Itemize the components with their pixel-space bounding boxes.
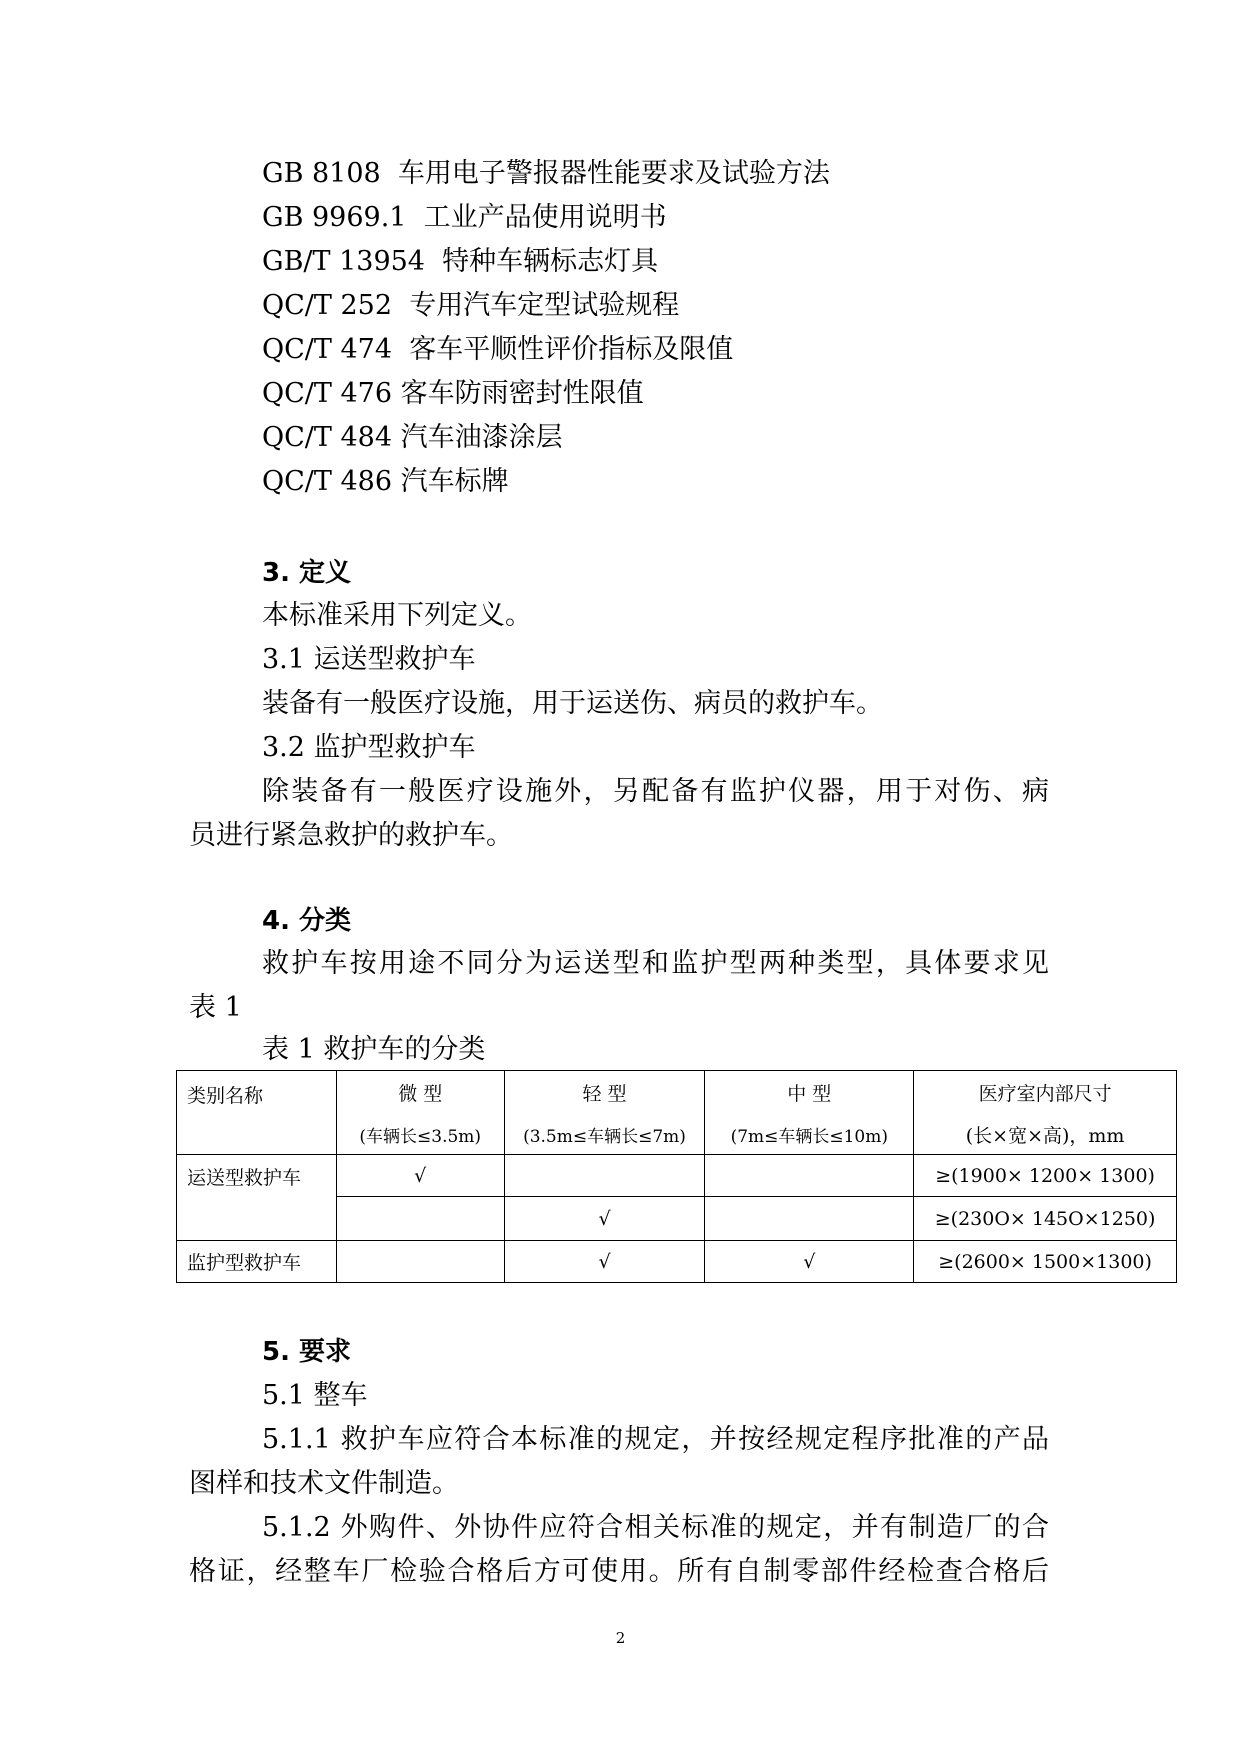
header-light-range: (3.5m≤车辆长≤7m) xyxy=(504,1115,705,1155)
check-cell xyxy=(504,1155,705,1197)
header-light: 轻 型 xyxy=(504,1071,705,1115)
size-cell: ≥(230O× 145O×1250) xyxy=(914,1197,1177,1241)
paragraph-line xyxy=(262,1423,1049,1457)
paragraph-line xyxy=(189,1555,1049,1589)
header-medium: 中 型 xyxy=(705,1071,914,1115)
reference-code: QC/T 474 xyxy=(262,334,393,365)
reference-item xyxy=(262,465,509,499)
reference-code: QC/T 476 xyxy=(262,378,393,409)
header-category: 类别名称 xyxy=(177,1071,337,1155)
reference-title: 客车平顺性评价指标及限值 xyxy=(409,334,734,365)
reference-code: GB/T 13954 xyxy=(262,246,425,277)
paragraph-text: 救护车按用途不同分为运送型和监护型两种类型，具体要求见 xyxy=(262,948,1049,979)
header-size-unit: (长×宽×高)，mm xyxy=(914,1115,1177,1155)
row-category-name: 运送型救护车 xyxy=(177,1155,337,1241)
header-size: 医疗室内部尺寸 xyxy=(914,1071,1177,1115)
section-heading: 5. 要求 xyxy=(262,1337,352,1367)
check-cell: √ xyxy=(504,1197,705,1241)
paragraph-line: 表 1 xyxy=(189,992,242,1023)
reference-title: 特种车辆标志灯具 xyxy=(442,246,659,277)
paragraph-text: 除装备有一般医疗设施外，另配备有监护仪器，用于对伤、病 xyxy=(262,776,1049,807)
paragraph-line xyxy=(262,947,1049,981)
table-row xyxy=(177,1241,1177,1283)
reference-item xyxy=(262,333,733,367)
paragraph-text: 格证，经整车厂检验合格后方可使用。所有自制零部件经检查合格后 xyxy=(189,1556,1049,1587)
section-heading: 4. 分类 xyxy=(262,906,352,936)
check-cell xyxy=(336,1197,504,1241)
paragraph: 装备有一般医疗设施，用于运送伤、病员的救护车。 xyxy=(262,688,883,719)
check-cell xyxy=(705,1155,914,1197)
definition-title: 3.1 运送型救护车 xyxy=(262,644,476,675)
classification-table xyxy=(176,1070,1177,1283)
reference-code: QC/T 252 xyxy=(262,290,393,321)
reference-title: 客车防雨密封性限值 xyxy=(400,378,644,409)
row-category-name: 监护型救护车 xyxy=(177,1241,337,1283)
paragraph-line xyxy=(262,1511,1049,1545)
paragraph-text: 5.1.2 外购件、外协件应符合相关标准的规定，并有制造厂的合 xyxy=(262,1512,1049,1543)
header-medium-range: (7m≤车辆长≤10m) xyxy=(705,1115,914,1155)
reference-code: QC/T 486 xyxy=(262,466,393,497)
check-cell: √ xyxy=(504,1241,705,1283)
paragraph-text: 5.1.1 救护车应符合本标准的规定，并按经规定程序批准的产品 xyxy=(262,1424,1049,1455)
paragraph: 本标准采用下列定义。 xyxy=(262,600,532,631)
reference-code: GB 9969.1 xyxy=(262,202,407,233)
definition-title: 3.2 监护型救护车 xyxy=(262,732,476,763)
reference-item xyxy=(262,421,563,455)
check-cell: √ xyxy=(705,1241,914,1283)
reference-title: 车用电子警报器性能要求及试验方法 xyxy=(397,158,830,189)
check-cell: √ xyxy=(336,1155,504,1197)
paragraph-line xyxy=(262,775,1049,809)
reference-code: GB 8108 xyxy=(262,158,381,189)
header-micro-range: (车辆长≤3.5m) xyxy=(336,1115,504,1155)
reference-item xyxy=(262,157,830,191)
reference-item xyxy=(262,377,644,411)
reference-code: QC/T 484 xyxy=(262,422,393,453)
size-cell: ≥(2600× 1500×1300) xyxy=(914,1241,1177,1283)
reference-item xyxy=(262,289,679,323)
check-cell xyxy=(336,1241,504,1283)
section-heading: 3. 定义 xyxy=(262,558,352,588)
reference-title: 汽车标牌 xyxy=(400,466,509,497)
reference-title: 汽车油漆涂层 xyxy=(400,422,563,453)
paragraph-line: 图样和技术文件制造。 xyxy=(189,1468,459,1499)
reference-item xyxy=(262,245,658,279)
page-number: 2 xyxy=(615,1629,626,1647)
header-micro: 微 型 xyxy=(336,1071,504,1115)
size-cell: ≥(1900× 1200× 1300) xyxy=(914,1155,1177,1197)
reference-title: 专用汽车定型试验规程 xyxy=(409,290,680,321)
table-header-row xyxy=(177,1071,1177,1115)
table-row xyxy=(177,1155,1177,1197)
paragraph-line: 员进行紧急救护的救护车。 xyxy=(189,820,513,851)
table-caption: 表 1 救护车的分类 xyxy=(262,1034,486,1065)
reference-item xyxy=(262,201,667,235)
subsection-title: 5.1 整车 xyxy=(262,1380,368,1411)
reference-title: 工业产品使用说明书 xyxy=(423,202,667,233)
check-cell xyxy=(705,1197,914,1241)
